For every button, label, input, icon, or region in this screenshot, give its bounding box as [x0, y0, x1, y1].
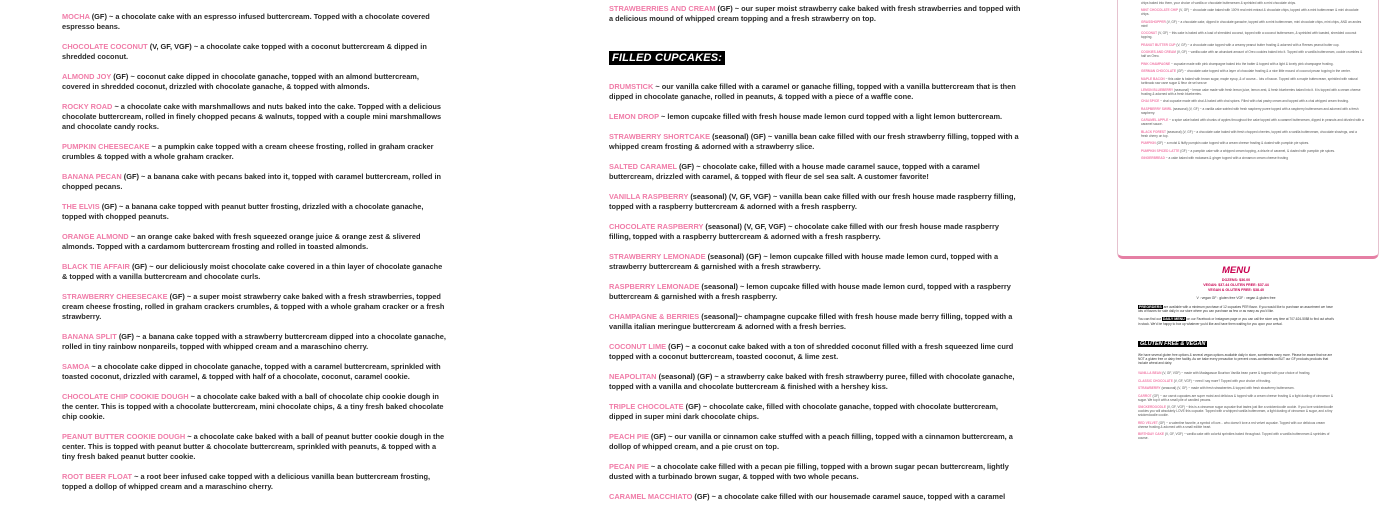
item-description: ~ chai cupcake made with chai & baked with chai spices. Filled with chai pastry cream and topped with a chai whipped cream frosting. — [1159, 99, 1349, 104]
filled-cupcakes-heading: FILLED CUPCAKES: — [609, 48, 1021, 66]
item-diet-tags: (seasonal) — [701, 282, 738, 291]
menu-item — [609, 222, 1021, 242]
menu-item — [1141, 31, 1364, 39]
menu-title: MENU — [1222, 265, 1250, 276]
menu-item — [609, 112, 1021, 122]
item-name: PUMPKIN CHEESECAKE — [62, 142, 150, 151]
item-diet-tags: (GF) — [650, 432, 667, 441]
item-name: SAMOA — [62, 362, 90, 371]
item-diet-tags: (GF) — [169, 292, 185, 301]
item-description: (GF) ~ a pumpkin cake with a whipped cream topping, a drizzle of caramel, & dusted with pumpkin pie spices. — [1179, 148, 1336, 153]
menu-item — [609, 192, 1021, 212]
item-name: PINK CHAMPAGNE — [1141, 61, 1171, 66]
item-description: ~ a chocolate cake filled with a pecan pie filling, topped with a brown sugar pecan buttercream, lightly dusted with a turbinado brown sugar, & topped with two whole pecans. — [609, 462, 1009, 481]
menu-item — [609, 342, 1021, 362]
item-description: ~ a banana cake topped with peanut butter frosting, drizzled with a chocolate ganache, topped with chopped peanuts. — [62, 202, 424, 221]
item-name: CHAI SPICE — [1141, 99, 1160, 104]
item-description: ~ a root beer infused cake topped with a delicious vanilla bean buttercream frosting, topped a dollop of whipped cream and a maraschino cherry. — [62, 472, 431, 491]
item-description: ~ a chocolate cake baked with a ball of chocolate chip cookie dough in the center. This is topped with a chocolate buttercream, mini chocolate chips, & a tiny fresh baked chocolate chip cookie. — [62, 392, 444, 421]
item-diet-tags: (GF) — [113, 72, 129, 81]
item-name: CLASSIC CHOCOLATE — [1138, 378, 1173, 383]
item-name: PEANUT BUTTER CUP — [1141, 42, 1176, 47]
menu-item — [1141, 130, 1364, 138]
item-description: ~ our deliciously moist chocolate cake covered in a thin layer of chocolate ganache & topped with a vanilla buttercream and chocolate curls. — [62, 262, 443, 281]
menu-item — [1141, 69, 1364, 73]
item-description: chips baked into them, your choice of vanilla or chocolate buttercream & sprinkled with a mini chocolate chips. — [1141, 1, 1297, 5]
item-description: ~ chocolate cake, filled with a house made caramel sauce, topped with a caramel buttercream, drizzled with caramel, & topped with fleur de sel sea salt. A customer favorite! — [609, 162, 980, 181]
item-name: STRAWBERRY CHEESECAKE — [62, 292, 168, 301]
item-description: (V, GF) ~ chocolate cake baked with 100% real mint extract & chocolate chips, topped with a mint buttercream & mini chocolate chips. — [1141, 8, 1359, 17]
item-description: ~ lemon cupcake filled with house made lemon curd, topped with a strawberry buttercream & garnished with a fresh strawberry. — [609, 252, 999, 271]
item-description: ~ a coconut cake baked with a ton of shredded coconut filled with a fresh squeezed lime curd topped with a coconut buttercream, toasted coconut, & lime zest. — [609, 342, 1014, 361]
item-name: SNICKERDOODLE — [1138, 405, 1166, 410]
item-name: COCONUT LIME — [609, 342, 667, 351]
item-description: ~ a cake baked with molasses & ginger topped with a cinnamon cream cheese frosting — [1164, 156, 1288, 161]
item-description: (V, GF) ~ a chocolate cake topped with a creamy peanut butter frosting & adorned with a Reeses peanut butter cup. — [1175, 42, 1340, 47]
menu-item — [1141, 77, 1364, 85]
item-description: ~ vanilla bean cake filled with our fresh strawberry filling, topped with a whipped cream frosting & adorned with a strawberry slice. — [609, 132, 1019, 151]
item-description: (V, GF) ~ vanilla cake with an abundant amount of Oreo cookies baked into it. Topped with a vanilla buttercream, cookie crumbles & half an Oreo. — [1141, 50, 1363, 59]
item-description: ~ a banana cake topped with a strawberry buttercream dipped into a chocolate ganache, rolled in tiny rainbow nonpareils, topped with whipped cream and a maraschino cherry. — [62, 332, 446, 351]
item-diet-tags: (GF) — [685, 402, 701, 411]
item-description: ~ a chocolate cake dipped in chocolate ganache, topped with a caramel buttercream, sprinkled with toasted coconut, drizzled with caramel, & topped with half of a chocolate, coconut, caramel cookie. — [62, 362, 441, 381]
menu-item — [62, 172, 447, 192]
menu-item — [1138, 379, 1334, 383]
item-diet-tags: (GF) — [678, 162, 695, 171]
menu-item — [1141, 118, 1364, 126]
item-diet-tags: (GF) — [717, 4, 733, 13]
item-description: ~ chocolate cake filled with our fresh house made raspberry filling, topped with a raspberry buttercream & adorned with a fresh raspberry. — [609, 222, 999, 241]
item-name: LEMON BLUEBERRY — [1141, 87, 1174, 92]
menu-item — [1141, 62, 1364, 66]
item-description: ~ coconut cake dipped in chocolate ganache, topped with an almond buttercream, covered in shredded coconut, drizzled with chocolate ganache, & topped with almonds. — [62, 72, 419, 91]
menu-item — [609, 132, 1021, 152]
item-description: (GF) ~ our carrot cupcakes are super moist and delicious & topped with a cream cheese frosting & a light dusting of cinnamon & sugar. We top it with a small pile of candied pecans. — [1138, 393, 1333, 402]
item-name: VANILLA RASPBERRY — [609, 192, 689, 201]
item-diet-tags: (seasonal) (GF) — [658, 372, 713, 381]
item-name: PEANUT BUTTER COOKIE DOUGH — [62, 432, 186, 441]
menu-item — [62, 292, 447, 322]
item-name: BANANA SPLIT — [62, 332, 117, 341]
item-description: ~ a super moist strawberry cake baked with a fresh strawberries, topped cream cheese frosting, rolled in graham crackers crumbles, & topped with a whole graham cracker or a fresh strawberry. — [62, 292, 445, 321]
item-description: ~ a pumpkin cake topped with a cream cheese frosting, rolled in graham cracker crumbles & topped with a whole graham cracker. — [62, 142, 434, 161]
item-diet-tags: (V, GF, VGF) — [149, 42, 192, 51]
menu-item — [1141, 156, 1364, 160]
menu-item — [62, 102, 447, 132]
menu-item — [62, 362, 447, 382]
menu-item — [62, 472, 447, 492]
item-name: VANILLA BEAN — [1138, 371, 1162, 376]
diet-legend: V : vegan GF : gluten free VGF : vegan & gluten free — [1196, 296, 1276, 300]
daily-menu-paragraph: You can find our DAILY MENU on our Facebook or Instagram page or you can call the store any time at 707-624-5088 to find out what's in stock. We'd be happy to box up whatever you'd like and have them waiting for you upon your arrival. — [1138, 317, 1334, 326]
menu-item — [1138, 394, 1334, 402]
item-name: ORANGE ALMOND — [62, 232, 129, 241]
menu-item — [609, 492, 1021, 502]
menu-item — [609, 252, 1021, 272]
item-diet-tags: (GF) — [123, 172, 139, 181]
item-diet-tags: (seasonal) (V, GF, VGF) — [705, 222, 787, 231]
item-name: CHOCOLATE RASPBERRY — [609, 222, 704, 231]
item-name: CHOCOLATE CHIP COOKIE DOUGH — [62, 392, 189, 401]
item-diet-tags: (seasonal) (GF) — [712, 132, 766, 141]
item-name: CHAMPAGNE & BERRIES — [609, 312, 700, 321]
menu-item — [1141, 149, 1364, 153]
menu-item — [62, 392, 447, 422]
item-name: ROOT BEER FLOAT — [62, 472, 133, 481]
item-name: CARAMEL MACCHIATO — [609, 492, 693, 501]
menu-item — [609, 4, 1021, 24]
menu-item — [62, 232, 447, 252]
item-description: (GF) ~ a valentine favorite, a symbol of love... who doesn't love a red velvet cupcake. Topped with our delicious cream cheese frosting & adorned with a small edible heart. — [1138, 420, 1325, 429]
menu-item — [1141, 50, 1364, 58]
menu-item — [62, 432, 447, 462]
item-name: RED VELVET — [1138, 420, 1158, 425]
item-name: CHOCOLATE COCONUT — [62, 42, 148, 51]
item-description: ~ our vanilla cake filled with a caramel or ganache filling, topped with a vanilla buttercream that is then dipped in chocolate ganache, rolled in peanuts, & topped with a piece of a waffle cone. — [609, 82, 1016, 101]
menu-page-top-preview — [1117, 0, 1379, 259]
item-description: (V, GF, VGF) ~ made with Madagascar Bourbon Vanilla bean puree & topped with your choice of frosting. — [1161, 371, 1311, 376]
item-description: ~ a spice cake baked with chunks of apples throughout the cake topped with a caramel buttercream, dipped in peanuts and drizzled with a caramel sauce. — [1141, 118, 1364, 127]
menu-item — [62, 142, 447, 162]
item-diet-tags: (GF) — [101, 202, 117, 211]
preorders-paragraph: PREORDERS are available with a minimum purchase of 12 cupcakes PER flavor. If you would like to purchase an assortment we have lots of flavors for sale daily in our store where you can purchase as few or as many as you'd like. — [1138, 305, 1333, 314]
item-description: ~ our super moist strawberry cake baked with fresh strawberries and topped with a delicious mound of whipped cream topping and a fresh strawberry on top. — [609, 4, 1021, 23]
item-name: PEACH PIE — [609, 432, 649, 441]
menu-item — [609, 432, 1021, 452]
item-name: GERMAN CHOCOLATE — [1141, 69, 1177, 74]
menu-page-preview — [1138, 262, 1334, 444]
item-description: ~ champagne cupcake filled with fresh house made berry filling, topped with a vanilla italian meringue buttercream & adorned with a fresh berries. — [609, 312, 1013, 331]
item-description: ~ a chocolate cake with marshmallows and nuts baked into the cake. Topped with a delicious chocolate buttercream, rolled in finely chopped pecans & walnuts, topped with a couple mini marshmallows and chocolate candy rocks. — [62, 102, 442, 131]
item-description: (seasonal) (V, GF) ~ a chocolate cake baked with fresh chopped cherries, topped with a vanilla buttercream, chocolate shavings, and a fresh cherry on top. — [1141, 129, 1357, 138]
item-description: (GF) ~ a moist & fluffy pumpkin cake topped with a cream cheese frosting & dusted with pumpkin pie spices. — [1155, 141, 1310, 146]
menu-item — [1141, 8, 1364, 16]
item-name: STRAWBERRIES AND CREAM — [609, 4, 716, 13]
item-name: RASPBERRY SWIRL — [1141, 106, 1172, 111]
item-name: GRASSHOPPER — [1141, 19, 1166, 24]
item-description: (V, GF) ~ a chocolate cake, dipped in chocolate ganache, topped with a mint buttercream, mini chocolate chips, mint chips, AND an andes mint! — [1141, 19, 1362, 28]
menu-item — [1141, 141, 1364, 145]
item-name: PECAN PIE — [609, 462, 649, 471]
item-description: (V, GF, VGF) ~ this is a cinnamon sugar cupcake that tastes just like a snickerdoodle cookie. If you love snickerdoodle cookies you will absolutely LOVE this cupcake. Topped with a whipped vanilla buttercream, a light dusting of cinnamon & sugar, and a tiny snickerdoodle cookie. — [1138, 405, 1334, 418]
item-name: STRAWBERRY LEMONADE — [609, 252, 706, 261]
item-name: STRAWBERRY SHORTCAKE — [609, 132, 711, 141]
menu-item — [609, 162, 1021, 182]
menu-item — [1141, 43, 1364, 47]
menu-column-left — [62, 12, 447, 502]
menu-prices: DOZENS: $36.00 VEGAN: $37.44 GLUTEN FREE: $37.44 VEGAN & GLUTEN FREE: $38.40 — [1203, 278, 1269, 292]
menu-item — [609, 402, 1021, 422]
item-description: (V, GF, VGF) ~ vanilla cake with colorful sprinkles baked throughout. Topped with a vanilla buttercream & sprinkles of course. — [1138, 432, 1330, 441]
item-name: STRAWBERRY — [1138, 386, 1161, 391]
item-description: ~ a strawberry cake baked with fresh strawberry puree, filled with chocolate ganache, topped with a vanilla and chocolate buttercream & finished with a hershey kiss. — [609, 372, 1015, 391]
menu-item — [62, 202, 447, 222]
menu-item — [609, 372, 1021, 392]
item-name: ROCKY ROAD — [62, 102, 113, 111]
menu-item — [609, 462, 1021, 482]
item-description: (seasonal) (V, GF) ~ a vanilla cake swirled with fresh raspberry puree topped with a raspberry buttercream and adorned with a fresh raspberry. — [1141, 106, 1359, 115]
menu-item — [1138, 405, 1334, 417]
item-name: PUMPKIN SPICED LATTE — [1141, 148, 1180, 153]
item-diet-tags: (GF) — [91, 12, 107, 21]
menu-item — [1141, 20, 1364, 28]
item-name: TRIPLE CHOCOLATE — [609, 402, 684, 411]
item-description: ~ a banana cake with pecans baked into it, topped with caramel buttercream, rolled in chopped pecans. — [62, 172, 442, 191]
item-name: BANANA PECAN — [62, 172, 122, 181]
item-name: CARROT — [1138, 393, 1152, 398]
item-description: ~ chocolate cake, filled with chocolate ganache, topped with chocolate buttercream, dipped in super mini dark chocolate chips. — [609, 402, 998, 421]
menu-item — [62, 262, 447, 282]
menu-item — [1141, 107, 1364, 115]
menu-item — [609, 282, 1021, 302]
item-name: GINGERBREAD — [1141, 156, 1165, 161]
item-description: (seasonal) (V, GF) ~ made with fresh strawberries & topped with fresh strawberry buttercream. — [1160, 386, 1295, 391]
item-diet-tags: (seasonal) (V, GF, VGF) — [690, 192, 771, 201]
item-description: (GF) ~ chocolate cake topped with a layer of chocolate frosting & a nice little mound of coconut pecan topping in the center. — [1176, 69, 1351, 74]
gluten-free-paragraph: We have several gluten free options & several vegan options available daily in store, sometimes many more. Please be aware that we are NOT a gluten free or dairy free facility. As we bake every precaution to prevent cross-contamination BUT our GF products products that include wheat and dairy. — [1138, 352, 1333, 366]
item-name: COOKIES AND CREAM — [1141, 50, 1176, 55]
menu-item — [609, 312, 1021, 332]
menu-item — [1138, 421, 1334, 429]
item-description: ~ a chocolate cake filled with our housemade caramel sauce, topped with a caramel — [709, 492, 1006, 501]
menu-item — [62, 72, 447, 92]
menu-item — [62, 42, 447, 62]
item-name: BLACK TIE AFFAIR — [62, 262, 130, 271]
item-description: ~ lemon cupcake filled with fresh house made lemon curd topped with a light lemon buttercream. — [661, 112, 1003, 121]
item-description: (seasonal) ~ lemon cake made with fresh lemon juice, lemon zest, & fresh blueberries baked into it. It is topped with a cream cheese frosting & adorned with a fresh blueberries. — [1141, 87, 1361, 97]
item-name: COCONUT — [1141, 31, 1158, 36]
item-description: (V, GF) ~ this cake is baked with a load of shredded coconut, topped with a coconut buttercream, & sprinkled with toasted, shredded coconut topping. — [1141, 31, 1357, 40]
menu-item — [1141, 88, 1364, 96]
item-diet-tags: (GF) — [131, 262, 148, 271]
item-name: MINT CHOCOLATE CHIP — [1141, 8, 1179, 13]
item-name: MOCHA — [62, 12, 90, 21]
item-description: ~ this cake is baked with brown sugar, maple syrup, & of course... lots of bacon. Topped with a maple buttercream, sprinkled with natural turbinado raw cane sugar & fleur de sel sea se — [1141, 76, 1358, 85]
item-description: ~ an orange cake baked with fresh squeezed orange juice & orange zest & slivered almonds. Topped with a cardamom buttercream frosting and rolled in toasted almonds. — [62, 232, 421, 251]
item-description: (V, GF, VGF) ~ need I say more? Topped with your choice of frosting. — [1172, 378, 1271, 383]
menu-item — [1141, 1, 1364, 5]
item-description: ~ our vanilla or cinnamon cake stuffed with a peach filling, topped with a cinnamon buttercream, a dollop of whipped cream, and a pie crust on top. — [609, 432, 1013, 451]
item-name: PUMPKIN — [1141, 141, 1156, 146]
menu-item — [609, 82, 1021, 102]
item-name: BLACK FOREST — [1141, 129, 1166, 134]
item-name: SALTED CARAMEL — [609, 162, 677, 171]
item-name: NEAPOLITAN — [609, 372, 657, 381]
gluten-free-heading: GLUTEN FREE & VEGAN — [1140, 340, 1206, 347]
menu-column-middle — [609, 4, 1021, 512]
menu-item — [1138, 432, 1334, 440]
item-name: BIRTHDAY CAKE — [1138, 432, 1165, 437]
menu-item — [1138, 371, 1334, 375]
item-name: LEMON DROP — [609, 112, 659, 121]
item-name: MAPLE BACON — [1141, 76, 1165, 81]
item-diet-tags: (GF) — [118, 332, 134, 341]
menu-item — [1141, 99, 1364, 103]
item-description: ~ a chocolate cake baked with a ball of peanut butter cookie dough in the center. This is topped with peanut butter & chocolate buttercream, sprinkled with peanuts, & topped with a tiny fresh baked peanut butter cookie. — [62, 432, 445, 461]
item-diet-tags: (GF) — [668, 342, 684, 351]
item-description: ~ vanilla bean cake filled with our fresh house made raspberry filling, topped with a raspberry buttercream & adorned with a fresh raspberry. — [609, 192, 1016, 211]
menu-item — [1138, 386, 1334, 390]
item-name: DRUMSTICK — [609, 82, 654, 91]
item-description: ~ cupcake made with pink champagne baked into the batter & topped with a light & lovely pink champagne frosting. — [1170, 61, 1334, 66]
menu-item — [62, 332, 447, 352]
item-diet-tags: (seasonal) (GF) — [707, 252, 762, 261]
item-description: ~ a chocolate cake topped with a coconut buttercream & dipped in shredded coconut. — [62, 42, 427, 61]
item-description: ~ a chocolate cake with an espresso infused buttercream. Topped with a chocolate covered espresso beans. — [62, 12, 430, 31]
item-diet-tags: (GF) — [694, 492, 710, 501]
item-description: ~ lemon cupcake filled with house made lemon curd, topped with a raspberry buttercream & garnished with a fresh raspberry. — [609, 282, 1011, 301]
item-name: ALMOND JOY — [62, 72, 112, 81]
item-name: THE ELVIS — [62, 202, 100, 211]
menu-item — [62, 12, 447, 32]
item-name: RASPBERRY LEMONADE — [609, 282, 700, 291]
item-name: CARAMEL APPLE — [1141, 118, 1169, 123]
item-diet-tags: (seasonal) — [701, 312, 738, 321]
